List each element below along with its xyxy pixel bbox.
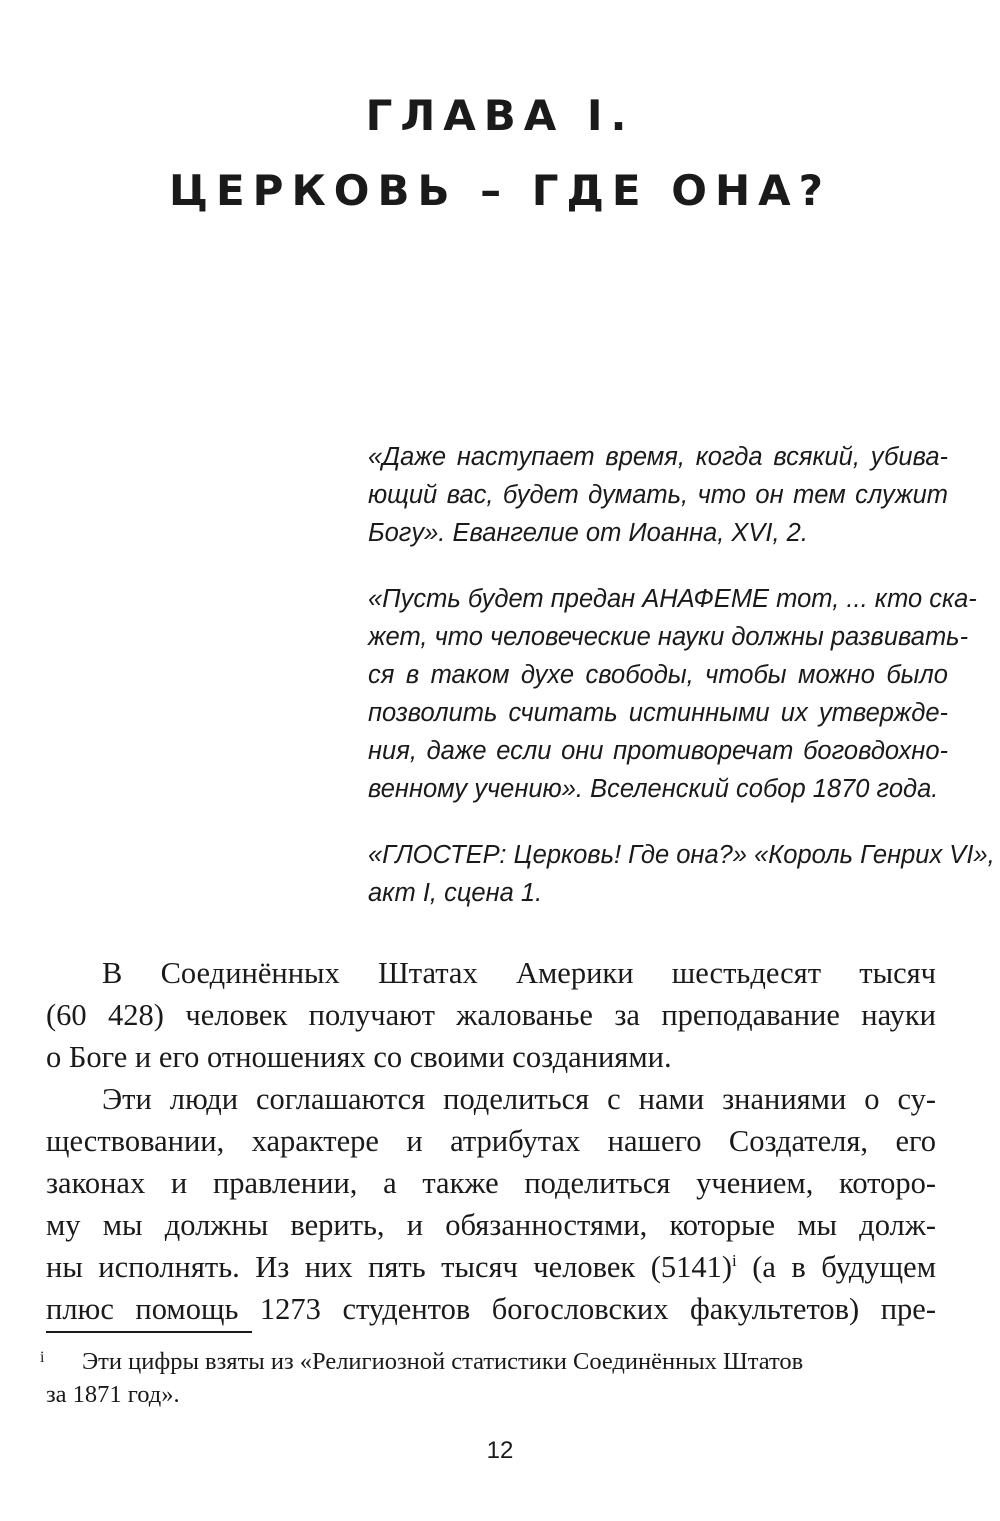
paragraph-line: В Соединённых Штатах Америки шестьдесят тысяч: [102, 956, 936, 990]
epigraph-line: ния, даже если они противоречат боговдохно-: [368, 737, 948, 765]
epigraph-line: «Пусть будет предан АНАФЕМЕ тот, ... кто ска-: [368, 585, 977, 613]
chapter-title-line-2: ЦЕРКОВЬ – ГДЕ ОНА?: [169, 166, 831, 215]
epigraph-line: жет, что человеческие науки должны развивать-: [368, 623, 969, 651]
paragraph-line-with-footnote: [46, 1246, 936, 1288]
paragraph-text: ны исполнять. Из них пять тысяч человек (5141): [46, 1250, 733, 1284]
body-text: [46, 952, 936, 1330]
footnote-marker: i: [40, 1349, 45, 1366]
paragraph-line: (60 428) человек получают жалованье за преподавание науки: [46, 998, 936, 1032]
paragraph-line: му мы должны верить, и обязанностями, которые мы долж-: [46, 1208, 936, 1242]
epigraph-line: позволить считать истинными их утвержде-: [368, 699, 948, 727]
epigraph-line: ющий вас, будет думать, что он тем служит: [368, 481, 948, 509]
epigraph-line: «Даже наступает время, когда всякий, убива-: [368, 443, 948, 471]
epigraph-line: Богу». Евангелие от Иоанна, XVI, 2.: [368, 519, 808, 547]
paragraph-line: ществовании, характере и атрибутах нашего Создателя, его: [46, 1124, 936, 1158]
paragraph-1: [46, 952, 936, 1078]
paragraph-line: плюс помощь 1273 студентов богословских факультетов) пре-: [46, 1292, 936, 1326]
paragraph-2: [46, 1078, 936, 1330]
epigraph-council: [368, 580, 977, 808]
paragraph-line: законах и правлении, а также поделиться учением, которо-: [46, 1166, 936, 1200]
page-number: 12: [486, 1437, 514, 1464]
epigraphs-block: [368, 438, 995, 940]
paragraph-text: (а в будущем: [736, 1250, 936, 1284]
epigraph-line: ся в таком духе свободы, чтобы можно было: [368, 661, 948, 689]
paragraph-line: Эти люди соглашаются поделиться с нами знаниями о су-: [102, 1082, 936, 1116]
epigraph-shakespeare: [368, 836, 995, 912]
epigraph-line: венному учению». Вселенский собор 1870 года.: [368, 775, 939, 803]
chapter-title-line-1: ГЛАВА I.: [365, 91, 635, 140]
epigraph-line: «ГЛОСТЕР: Церковь! Где она?» «Король Генрих VI»,: [368, 841, 995, 869]
footnote: [40, 1345, 936, 1411]
paragraph-line: о Боге и его отношениях со своими созданиями.: [46, 1040, 672, 1074]
footnote-reference[interactable]: i: [732, 1250, 737, 1270]
footnote-line: за 1871 год».: [46, 1381, 180, 1408]
footnote-line: Эти цифры взяты из «Религиозной статистики Соединённых Штатов: [82, 1348, 804, 1375]
footnote-divider: [46, 1331, 252, 1333]
epigraph-line: акт I, сцена 1.: [368, 879, 543, 907]
epigraph-gospel: [368, 438, 948, 552]
